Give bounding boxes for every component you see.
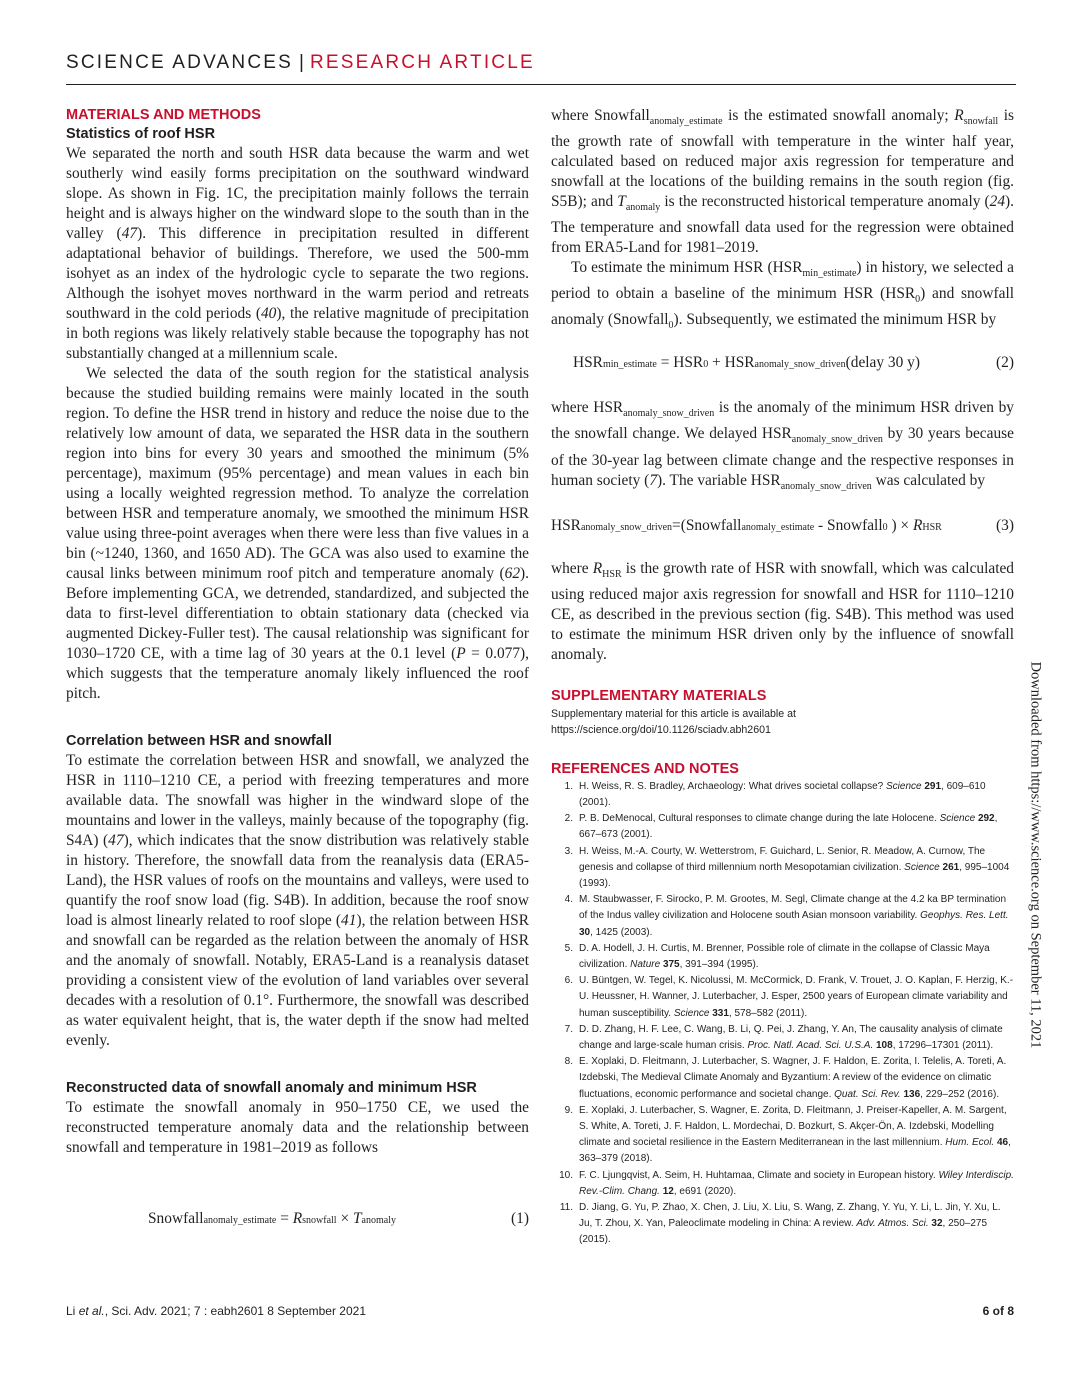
equation-number-1: (1): [511, 1210, 529, 1227]
article-type: RESEARCH ARTICLE: [309, 52, 535, 73]
reconstructed-paragraph: To estimate the snowfall anomaly in 950–1750 CE, we used the reconstructed temperature anomaly data and the relationship between snowfall and temperature in 1981–2019 as follows: [66, 1099, 529, 1156]
right-column: [551, 106, 1014, 1249]
equation-number-2: (2): [996, 354, 1014, 372]
equation-number-3: (3): [996, 516, 1014, 534]
left-column: [66, 106, 529, 1228]
reference-item: 8. E. Xoplaki, D. Fleitmann, J. Luterbacher, S. Wagner, J. F. Haldon, E. Zorita, I. Telelis, A. Toreti, A. Izdebski, The Medieval Climate Anomaly and Byzantium: A review of the evidence on climatic fluctuations, economic performance and societal change. Quat. Sci. Rev. 136, 229–252 (2016).: [564, 1056, 1007, 1100]
download-stamp-text: Downloaded from https://www.science.org on September 11, 2021: [1027, 661, 1044, 1049]
header-separator: |: [299, 52, 304, 73]
running-header: [66, 52, 535, 74]
reference-item: 9. E. Xoplaki, J. Luterbacher, S. Wagner, E. Zorita, D. Fleitmann, J. Preiser-Kapeller, A. M. Sargent, S. White, A. Toreti, J. F. Haldon, L. Mordechai, D. Bozkurt, S. Akçer-Ön, A. Izdebski, Modelling climate and societal resilience in the Eastern Mediterranean in the last millennium. Hum. Ecol. 46, 363–379 (2018).: [564, 1104, 1011, 1165]
methods-paragraph-2: We selected the data of the south region for the statistical analysis because the studied building remains were mainly located in the south region. To define the HSR trend in history and reduce the noise due to the relatively low amount of data, we separated the HSR data in the southern region into bins for every 30 years and smoothed the minimum (5% percentage), maximum (95% percentage) and mean values in each bin using a locally weighted regression method. To analyze the correlation between HSR and temperature anomaly, we smoothed the minimum HSR value using three-point averages when there were less than five values in a bin (~1240, 1360, and 1650 AD). The GCA was also used to examine the causal links between minimum roof pitch and temperature anomaly (62). Before implementing GCA, we detrended, standardized, and subjected the data to first-level differentiation to obtain stationary data (checked via augmented Dickey-Fuller test). The causal relationship was significant for 1030–1720 CE, with a time lag of 30 years at the 0.1 level (P = 0.077), which suggests that the temperature anomaly likely influenced the roof pitch.: [66, 365, 529, 702]
page-number: 6 of 8: [982, 1304, 1014, 1318]
equation-3: HSR anomaly_snow_driven =( Snowfall anomaly_estimate - Snowfall 0 ) × R HSR (3): [551, 516, 1014, 534]
reference-item: 11. D. Jiang, G. Yu, P. Zhao, X. Chen, J. Liu, X. Liu, S. Wang, Z. Zhang, Y. Yu, Y. Li, L. Jin, Y. Xu, L. Ju, T. Zhou, X. Yan, Paleoclimate modeling in China: A review. Adv. Atmos. Sci. 32, 250–275 (2015).: [559, 1201, 1001, 1246]
journal-name: SCIENCE ADVANCES: [66, 52, 294, 73]
download-stamp: [1022, 656, 1048, 1054]
reference-item: 10. F. C. Ljungqvist, A. Seim, H. Huhtamaa, Climate and society in European history. Wiley Interdiscip. Rev.-Clim. Chang. 12, e691 (2020).: [559, 1169, 1014, 1197]
equation-2: HSR min_estimate = HSR 0 + HSR anomaly_snow_driven (delay 30 y) (2): [573, 354, 1014, 372]
min-hsr-paragraph: To estimate the minimum HSR $(HSR_{min\_estimate})$ in history, we selected a period to obtain a baseline of the minimum HSR $(HSR_0)$ and snowfall anomaly (Snowfall$_0$). Subsequently, we estimated the minimum HSR by: [551, 259, 1015, 332]
supplementary-heading: SUPPLEMENTARY MATERIALS: [551, 687, 767, 704]
equation-1: Snowfall anomaly_estimate = R snowfall × T anomaly (1): [148, 1210, 529, 1227]
reference-item: 5. D. A. Hodell, J. H. Curtis, M. Brenner, Possible role of climate in the collapse of Classic Maya civilization. Nature 375, 391–394 (1995).: [564, 942, 990, 970]
supplementary-text: Supplementary material for this article is available at https://science.org/doi/10.1126/sciadv.abh2601: [551, 707, 796, 736]
rhsr-paragraph: where $R_{HSR}$ is the growth rate of HSR with snowfall, which was calculated using reduced major axis regression for snowfall and HSR for 1110–1210 CE, as described in the previous section (fig. S4B). This method was used to estimate the minimum HSR driven only by the influence of snowfall anomaly.: [551, 559, 1014, 663]
footer-citation: Li et al., Sci. Adv. 2021; 7 : eabh2601 8 September 2021: [66, 1304, 367, 1318]
references-list: [551, 779, 1014, 1249]
reference-item: 1. H. Weiss, R. S. Bradley, Archaeology: What drives societal collapse? Science 291, 609–610 (2001).: [564, 780, 986, 808]
reference-item: 2. P. B. DeMenocal, Cultural responses to climate change during the late Holocene. Science 292, 667–673 (2001).: [564, 813, 998, 841]
subheading-reconstructed: Reconstructed data of snowfall anomaly and minimum HSR: [66, 1080, 477, 1096]
reference-item: 4. M. Staubwasser, F. Sirocko, P. M. Grootes, M. Segl, Climate change at the 4.2 ka BP termination of the Indus valley civilization and Holocene south Asian monsoon variability. Geophys. Res. Lett. 30, 1425 (2003).: [564, 894, 1009, 938]
methods-paragraph-1: We separated the north and south HSR data because the warm and wet southerly wind easily forms precipitation on the southward windward slope. As shown in Fig. 1C, the precipitation mainly follows the terrain height and is always higher on the windward slope to the south than in the valley (47). This difference in precipitation resulted in different adaptational behavior of buildings. Therefore, we used the 500-mm isohyet as an index of the hydrologic cycle to separate the two regions. Although the isohyet moves northward in the warm period and retreats southward in the cold periods (40), the relative magnitude of precipitation in both regions was likely relatively stable because the topography has not substantially changed at a millennium scale.: [66, 145, 529, 362]
reference-item: 7. D. D. Zhang, H. F. Lee, C. Wang, B. Li, Q. Pei, J. Zhang, Y. An, The causality analysis of climate change and large-scale human crisis. Proc. Natl. Acad. Sci. U.S.A. 108, 17296–17301 (2011).: [564, 1023, 1003, 1051]
methods-heading: MATERIALS AND METHODS: [66, 107, 261, 123]
reference-item: 6. U. Büntgen, W. Tegel, K. Nicolussi, M. McCormick, D. Frank, V. Trouet, J. O. Kaplan, F. Herzig, K.-U. Heussner, H. Wanner, J. Luterbacher, J. Esper, 2500 years of European climate variability and human susceptibility. Science 331, 578–582 (2011).: [564, 975, 1014, 1019]
snowfall-definition-paragraph: where Snowfall$_{anomaly\_estimate}$ is the estimated snowfall anomaly; $R_{snowfall}$ is the growth rate of snowfall with temperature in the winter half year, calculated based on reduced major axis regression for temperature and snowfall at the locations of the building remains in the south region (fig. S5B); and $T_{anomaly}$ is the reconstructed historical temperature anomaly (24). The temperature and snowfall data used for the regression were obtained from ERA5-Land for 1981–2019.: [551, 107, 1015, 257]
subheading-roof-hsr: Statistics of roof HSR: [66, 126, 216, 142]
header-rule: [66, 84, 1016, 85]
reference-item: 3. H. Weiss, M.-A. Courty, W. Wetterstrom, F. Guichard, L. Senior, R. Meadow, A. Curnow, The genesis and collapse of third millennium north Mesopotamian civilization. Science 261, 995–1004 (1993).: [564, 845, 1010, 889]
correlation-paragraph: To estimate the correlation between HSR and snowfall, we analyzed the HSR in 1110–1210 CE, a period with freezing temperatures and more available data. The snowfall was higher in the windward slope of the mountains and lower in the valleys, mainly because of the topography (fig. S4A) (47), which indicates that the snow distribution was relatively stable in history. Therefore, the snowfall data from the reanalysis data (ERA5-Land), the HSR values of roofs on the mountains and valleys, were used to quantify the roof snow load (fig. S4B). In addition, because the roof snow load is almost linearly related to roof slope (41), the relation between HSR and snowfall can be regarded as the relation between the anomaly of HSR and the anomaly of snowfall. Notably, ERA5-Land is a reanalysis dataset providing a consistent view of the evolution of land variables over several decades with a resolution of 0.1°. Furthermore, the snowfall was described as water equivalent height, that is, the water depth if the snow had melted evenly.: [66, 752, 530, 1049]
references-heading: REFERENCES AND NOTES: [551, 760, 739, 777]
snow-driven-paragraph: where $HSR_{anomaly\_snow\_driven}$ is the anomaly of the minimum HSR driven by the snowfall change. We delayed $HSR_{anomaly\_snow\_driven}$ by 30 years because of the 30-year lag between climate change and the respective responses in human society (7). The variable $HSR_{anomaly\_snow\_driven}$ was calculated by: [551, 399, 1014, 492]
subheading-hsr-snowfall: Correlation between HSR and snowfall: [66, 733, 332, 749]
